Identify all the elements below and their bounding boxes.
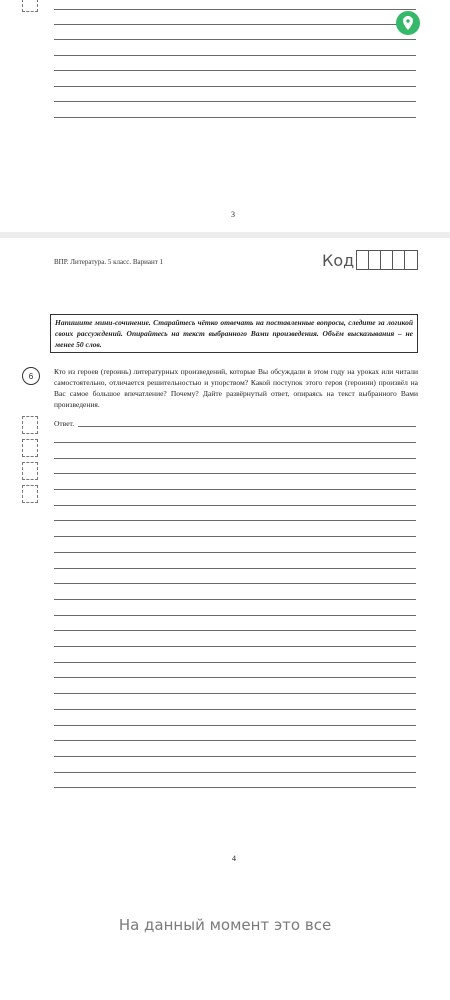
answer-line [54, 458, 416, 459]
page-number: 3 [231, 210, 235, 219]
answer-line [54, 662, 416, 663]
location-button[interactable] [396, 11, 420, 35]
answer-line [54, 756, 416, 757]
question-text: Кто из героев (героинь) литературных произведений, которые Вы обсуждали в этом году на уроках или читали самостоятельно, отличается решительностью и упорством? Какой поступок этого героя (героини) произвёл на Вас самое большое впечатление? Почему? Дайте развёрнутый ответ, опираясь на текст выбранного Вами произведения. [54, 367, 418, 409]
answer-label: Ответ. [54, 419, 75, 428]
score-box [22, 0, 38, 12]
location-pin-icon [402, 16, 414, 30]
score-box [22, 416, 38, 434]
answer-line [54, 630, 416, 631]
answer-line [54, 70, 416, 71]
answer-line [54, 536, 416, 537]
answer-line [54, 677, 416, 678]
answer-line [54, 55, 416, 56]
answer-line [54, 489, 416, 490]
answer-line [54, 520, 416, 521]
answer-line [54, 787, 416, 788]
previous-page [0, 0, 450, 232]
code-label: Код [322, 251, 355, 270]
task-number: 6 [22, 367, 40, 385]
answer-line [54, 9, 416, 10]
answer-line [54, 568, 416, 569]
answer-line [54, 39, 416, 40]
answer-line [54, 24, 416, 25]
answer-line [54, 646, 416, 647]
answer-line [54, 599, 416, 600]
answer-line [54, 552, 416, 553]
answer-line [54, 583, 416, 584]
code-cells [356, 250, 418, 270]
answer-line [54, 740, 416, 741]
answer-line [54, 101, 416, 102]
answer-line [54, 615, 416, 616]
document-page [0, 238, 450, 910]
end-message: На данный момент это все [118, 916, 332, 934]
instruction-box: Напишите мини-сочинение. Старайтесь чётко отвечать на поставленные вопросы, следите за логикой своих рассуждений. Опирайтесь на текст выбранного Вами произведения. Объём высказывания – не менее 50 слов. [50, 314, 418, 353]
page-header: ВПР. Литература. 5 класс. Вариант 1 [54, 258, 164, 266]
answer-line [54, 442, 416, 443]
answer-line [54, 693, 416, 694]
answer-line [54, 709, 416, 710]
score-box [22, 462, 38, 480]
answer-line [54, 505, 416, 506]
page-number: 4 [232, 854, 236, 863]
score-box [22, 439, 38, 457]
answer-line [54, 117, 416, 118]
answer-line [54, 473, 416, 474]
answer-line [54, 772, 416, 773]
score-box [22, 485, 38, 503]
answer-line [54, 725, 416, 726]
answer-line [78, 426, 416, 427]
answer-line [54, 86, 416, 87]
